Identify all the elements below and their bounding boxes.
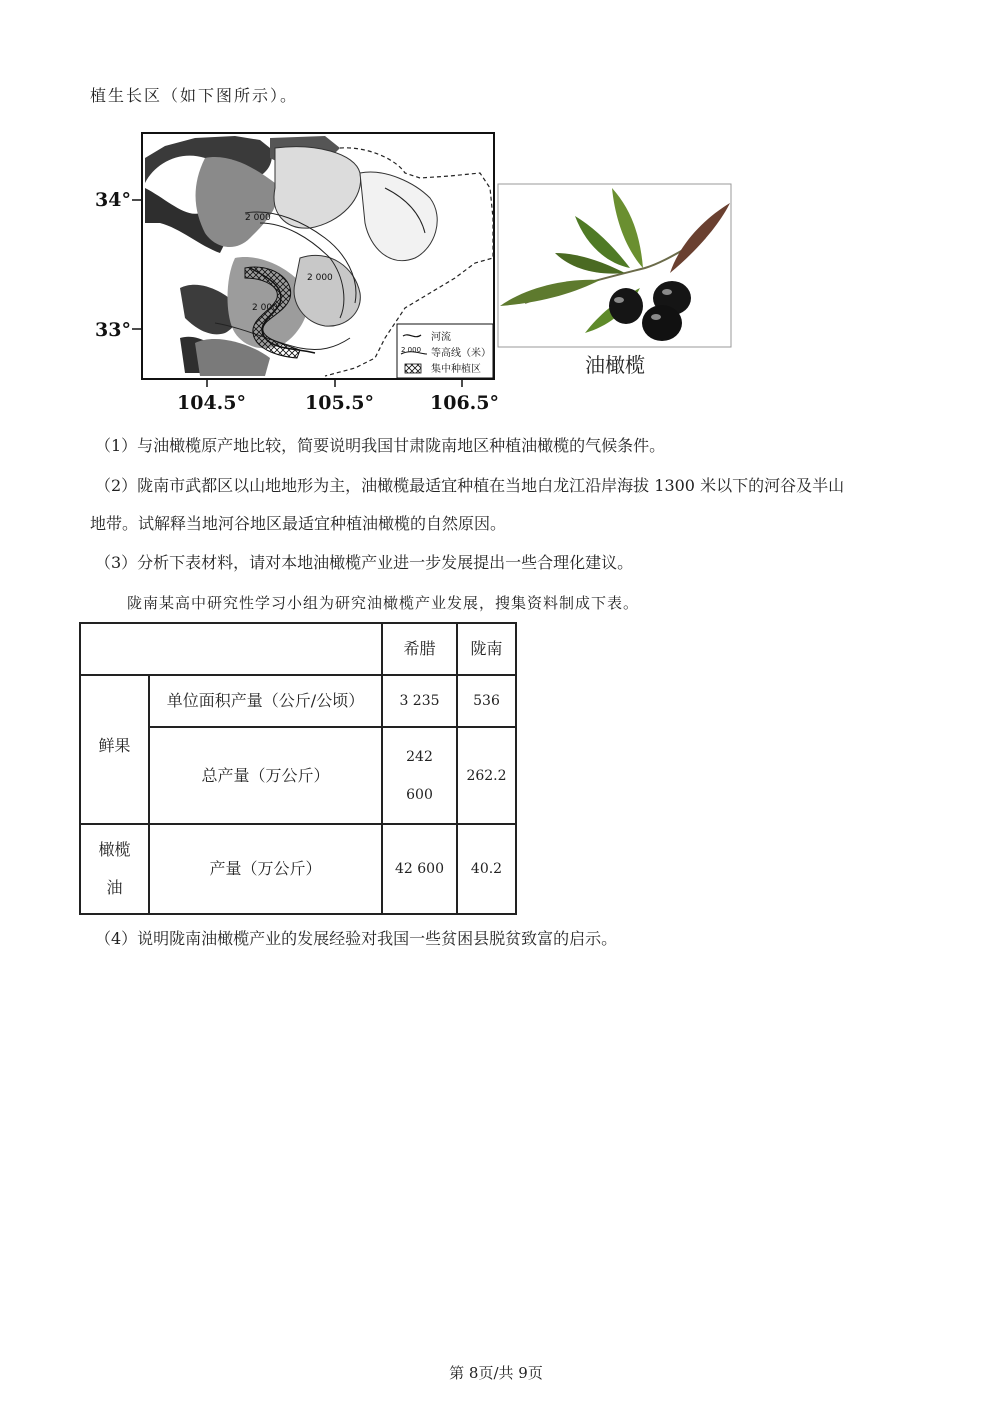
group-oil-line-1: 橄榄 xyxy=(98,840,131,859)
cell-oil-longnan: 40.2 xyxy=(457,824,516,914)
question-2-line-1: （2）陇南市武都区以山地地形为主，油橄榄最适宜种植在当地白龙江沿岸海拔 1300 米以下的河谷及半山 xyxy=(95,476,845,495)
question-4: （4）说明陇南油橄榄产业的发展经验对我国一些贫困县脱贫致富的启示。 xyxy=(95,929,618,948)
cell-total-greece xyxy=(382,727,457,824)
contour-label: 2 000 xyxy=(307,273,333,283)
table-intro: 陇南某高中研究性学习小组为研究油橄榄产业发展，搜集资料制成下表。 xyxy=(127,594,640,612)
cell-oil-greece: 42 600 xyxy=(382,824,457,914)
group-oil xyxy=(80,824,149,914)
question-3: （3）分析下表材料，请对本地油橄榄产业进一步发展提出一些合理化建议。 xyxy=(95,553,634,572)
question-2-line-2: 地带。试解释当地河谷地区最适宜种植油橄榄的自然原因。 xyxy=(90,514,507,533)
group-oil-line-2: 油 xyxy=(106,878,123,897)
table-corner-cell xyxy=(80,623,382,675)
row-label-oil: 产量（万公斤） xyxy=(149,824,382,914)
legend-river: 河流 xyxy=(431,332,451,343)
page-footer: 第 8页/共 9页 xyxy=(449,1364,543,1382)
row-label-unit-yield: 单位面积产量（公斤/公顷） xyxy=(149,675,382,727)
olive-caption: 油橄榄 xyxy=(585,353,645,377)
contour-label: 2 000 xyxy=(252,303,278,313)
intro-text: 植生长区（如下图所示）。 xyxy=(90,86,299,105)
row-label-total: 总产量（万公斤） xyxy=(149,727,382,824)
contour-label: 2 000 xyxy=(245,213,271,223)
figure xyxy=(85,128,745,418)
col-header-greece: 希腊 xyxy=(382,623,457,675)
data-table xyxy=(79,622,517,915)
legend-zone: 集中种植区 xyxy=(431,364,481,375)
question-1: （1）与油橄榄原产地比较，简要说明我国甘肃陇南地区种植油橄榄的气候条件。 xyxy=(95,436,666,455)
cell-total-longnan: 262.2 xyxy=(457,727,516,824)
lon-label: 105.5° xyxy=(305,392,374,414)
group-fresh: 鲜果 xyxy=(80,675,149,824)
lon-label: 106.5° xyxy=(430,392,499,414)
lat-label: 34° xyxy=(95,189,131,211)
legend-contour-value: 2 000 xyxy=(401,346,422,354)
col-header-longnan: 陇南 xyxy=(457,623,516,675)
legend-contour: 等高线（米） xyxy=(431,348,491,359)
cell-unit-yield-longnan: 536 xyxy=(457,675,516,727)
cell-total-greece-line-2: 600 xyxy=(406,786,433,803)
lon-label: 104.5° xyxy=(177,392,246,414)
lat-label: 33° xyxy=(95,319,131,341)
cell-total-greece-line-1: 242 xyxy=(406,748,433,765)
olive-photo xyxy=(498,184,731,347)
cell-unit-yield-greece: 3 235 xyxy=(382,675,457,727)
